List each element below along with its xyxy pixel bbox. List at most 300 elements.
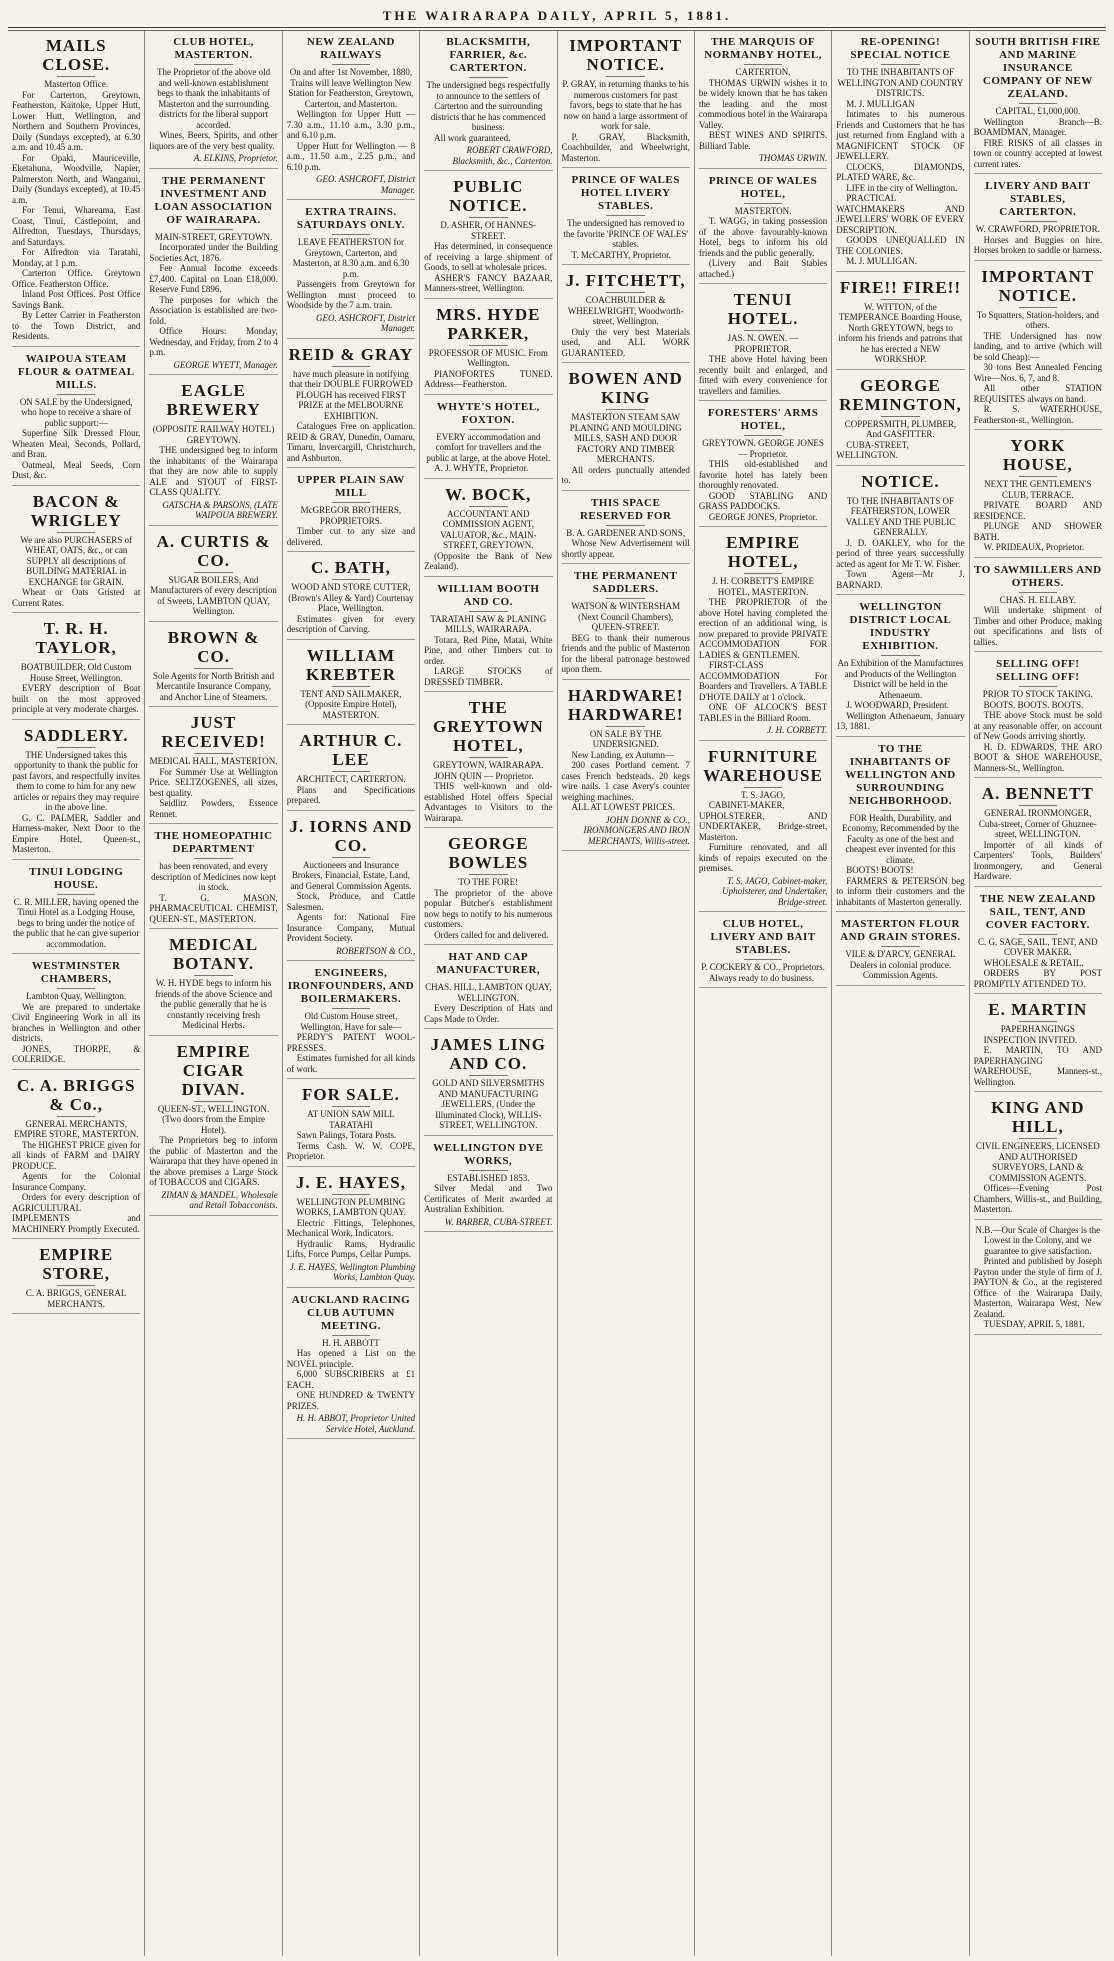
ad-heading: THE PERMANENT INVESTMENT AND LOAN ASSOCIATION OF WAIRARAPA. (154, 174, 273, 226)
divider (1019, 221, 1058, 222)
ad-text-line: Has determined, in consequence of receiving a large shipment of Goods, to sell at wholesale prices. (424, 241, 553, 272)
ad-text-line: Every Description of Hats and Caps Made to Order. (424, 1003, 553, 1024)
ad-text-line: GENERAL MERCHANTS, EMPIRE STORE, MASTERTON. (13, 1118, 139, 1139)
divider (1019, 1138, 1058, 1139)
divider (194, 64, 233, 65)
ad-heading: SOUTH BRITISH FIRE AND MARINE INSURANCE COMPANY OF NEW ZEALAND. (975, 36, 1101, 100)
advertisement (149, 529, 277, 622)
divider (606, 409, 645, 410)
ad-text-line: THIS well-known and old-established Hotel offers Special Advantages to Visitors to the Wairarapa. (424, 781, 553, 823)
ad-text-line: TO THE INHABITANTS OF WELLINGTON AND COUNTRY DISTRICTS. (837, 67, 964, 98)
advertisement (974, 890, 1102, 995)
ad-text-line: Seidlitz Powders, Essence Rennet. (149, 798, 278, 819)
column-5 (558, 31, 695, 1956)
ad-heading: BACON & WRIGLEY (30, 491, 122, 530)
advertisement (424, 1032, 552, 1136)
ad-signature: GATSCHA & PARSONS, (LATE WAIPOUA BREWERY. (162, 499, 278, 520)
ad-heading: HARDWARE! HARDWARE! (567, 685, 684, 724)
ad-text-line: On and after 1st November, 1880, Trains will leave Wellington New Station for Featherston, Greytown, Carterton, and Masterton. (288, 67, 414, 109)
ad-text-line: T. S. JAGO, (741, 789, 786, 800)
divider (57, 747, 96, 748)
ad-text-line: ARCHITECT, CARTERTON. (296, 774, 406, 784)
ad-text-line: CUBA-STREET, WELLINGTON. (836, 439, 909, 460)
advertisement (424, 482, 552, 577)
ad-heading: T. R. H. TAYLOR, (35, 619, 117, 657)
ad-text-line: LEAVE FEATHERSTON for Greytown, Carterton, and Masterton, at 8.30 a.m. and 6.30 p.m. (292, 237, 410, 279)
divider (606, 525, 645, 526)
ad-text-line: Offices—Evening Post Chambers, Willis-st., and Building, Masterton. (973, 1183, 1102, 1214)
advertisement (287, 814, 415, 962)
ad-text-line: MAIN-STREET, GREYTOWN. (154, 231, 273, 242)
advertisement (287, 1291, 415, 1440)
ad-text-line: 30 tons Best Annealed Fencing Wire—Nos. 6, 7, and 8. (973, 362, 1102, 383)
advertisement (836, 373, 964, 466)
ad-text-line: M. J. MULLIGAN (846, 98, 915, 109)
advertisement (149, 710, 277, 824)
advertisement (287, 728, 415, 811)
column-4 (420, 31, 557, 1956)
advertisement (699, 33, 827, 169)
ad-heading: A. CURTIS & CO. (156, 531, 271, 570)
ad-heading: THE MARQUIS OF NORMANBY HOTEL, (704, 36, 822, 61)
ad-heading: W. BOCK, (445, 484, 532, 504)
ad-text-line: J. D. OAKLEY, who for the period of three years successfully acted as agent for Mr T. W. Fisher. (836, 537, 965, 569)
advertisement (836, 469, 964, 596)
ad-text-line: GREYTOWN, WAIRARAPA. (433, 760, 544, 770)
ad-text-line: C. R. MILLER, having opened the Tinui Hotel as a Lodging House, begs to bring under the notice of the public that he can give superior accommodation. (12, 896, 140, 949)
divider (881, 416, 920, 417)
ad-text-line: TARATAHI SAW & PLANING MILLS, WAIRARAPA. (430, 613, 547, 634)
advertisement (974, 655, 1102, 778)
advertisement (562, 366, 690, 491)
ad-text-line: P. COCKERY & CO., Proprietors. (701, 962, 825, 972)
ad-heading: IMPORTANT NOTICE. (981, 266, 1095, 305)
divider (1019, 686, 1058, 687)
advertisement (836, 915, 964, 986)
advertisement (287, 342, 415, 469)
ad-text-line: TUESDAY, APRIL 5, 1881. (983, 1319, 1085, 1329)
ad-signature: J. E. HAYES, Wellington Plumbing Works, Lambton Quay. (289, 1261, 416, 1282)
ad-text-line: Carterton Office. Greytown Office. Featherston Office. (12, 268, 141, 289)
ad-text-line: For Carterton, Greytown, Featherston, Kaitoke, Upper Hutt, Lower Hutt, Wellington, and Northern and Southern Provinces, Daily (Sundays excepted), at 6.30 a.m. and 10.45 a.m. (12, 89, 141, 152)
ad-heading: FURNITURE WAREHOUSE (703, 746, 823, 785)
advertisement (12, 616, 140, 720)
ad-text-line: Orders for every description of AGRICULTURAL IMPLEMENTS and MACHINERY Promptly Executed. (12, 1192, 141, 1234)
ad-text-line: JOHN QUIN — Proprietor. (434, 770, 534, 781)
ad-heading: CLUB HOTEL, MASTERTON. (173, 36, 254, 61)
ad-text-line: Lambton Quay, Wellington. (26, 991, 127, 1001)
divider (1019, 103, 1058, 104)
ad-text-line: have much pleasure in notifying that their DOUBLE FURROWED PLOUGH has received FIRST PRIZE at the MELBOURNE EXHIBITION. (289, 368, 413, 421)
ad-text-line: PRIVATE BOARD AND RESIDENCE. (973, 500, 1102, 521)
advertisement (699, 287, 827, 401)
divider (1019, 592, 1058, 593)
advertisement (699, 172, 827, 285)
ad-text-line: VILE & D'ARCY, GENERAL Dealers in colonial produce. Commission Agents. (845, 949, 956, 980)
ad-signature: H. H. ABBOT, Proprietor United Service Hotel, Auckland. (296, 1413, 416, 1434)
column-1 (8, 31, 145, 1956)
divider (606, 598, 645, 599)
advertisement (974, 1223, 1102, 1335)
ad-heading: MASTERTON FLOUR AND GRAIN STORES. (840, 918, 961, 943)
ad-signature: ZIMAN & MANDEL, Wholesale and Retail Tobacconists. (161, 1189, 278, 1210)
ad-text-line: Oatmeal, Meal Seeds, Corn Dust, &c. (12, 459, 141, 480)
ad-text-line: THE above Stock must be sold at any reasonable offer, on account of New Goods arriving shortly. (973, 710, 1102, 741)
divider (194, 668, 233, 669)
divider (57, 988, 96, 989)
ad-text-line: A. J. WHYTE, Proprietor. (434, 463, 529, 473)
advertisement (424, 831, 552, 945)
ad-text-line: CABINET-MAKER, UPHOLSTERER, AND UNDERTAKER, Bridge-street, Masterton. (698, 800, 828, 842)
ad-heading: RE-OPENING! SPECIAL NOTICE (850, 36, 951, 61)
ad-heading: WESTMINSTER CHAMBERS, (31, 960, 121, 985)
ad-text-line: Masterton Office. (44, 79, 109, 89)
divider (194, 1101, 233, 1102)
ad-text-line: Hydraulic Rams, Hydraulic Lifts, Force Pumps, Cellar Pumps. (286, 1238, 416, 1259)
advertisement (699, 744, 827, 913)
ad-text-line: ASHER'S FANCY BAZAAR, Manners-street, Wellington. (424, 272, 553, 293)
divider (744, 435, 783, 436)
divider (744, 787, 783, 788)
advertisement (974, 997, 1102, 1092)
divider (606, 76, 645, 77)
advertisement (424, 1139, 552, 1233)
ad-heading: TO THE INHABITANTS OF WELLINGTON AND SURROUNDING NEIGHBORHOOD. (845, 742, 956, 807)
ad-text-line: FOR Health, Durability, and Economy, Recommended by the Faculty as one of the best and cheapest ever invented for this climate. (841, 812, 959, 865)
ad-text-line: TENT AND SAILMAKER, (Opposite Empire Hotel), MASTERTON. (300, 688, 402, 720)
divider (881, 64, 920, 65)
advertisement (424, 174, 552, 299)
ad-text-line: LARGE STOCKS of DRESSED TIMBER. (424, 666, 553, 687)
ad-heading: C. A. BRIGGS & Co., (16, 1075, 136, 1114)
ad-text-line: The undersigned has removed to the favorite 'PRINCE OF WALES' stables. (563, 218, 688, 249)
divider (469, 506, 508, 507)
ad-heading: WILLIAM BOOTH AND CO. (437, 582, 540, 608)
ad-heading: PRINCE OF WALES HOTEL LIVERY STABLES. (571, 174, 680, 212)
ad-heading: WELLINGTON DISTRICT LOCAL INDUSTRY EXHIBITION. (849, 601, 952, 652)
divider (469, 979, 508, 980)
ad-signature: JOHN DONNE & CO., IRONMONGERS AND IRON MERCHANTS, Willis-street. (583, 814, 690, 846)
ad-text-line: Town Agent—Mr J. BARNARD. (836, 569, 965, 590)
divider (57, 1285, 96, 1286)
ad-text-line: ACCOUNTANT AND COMMISSION AGENT, VALUATOR, &c., MAIN-STREET, GREYTOWN. (440, 508, 537, 550)
ad-text-line: ONE HUNDRED & TWENTY PRIZES. (286, 1390, 416, 1411)
ad-heading: JUST RECEIVED! (161, 713, 266, 751)
ad-text-line: ORDERS BY POST PROMPTLY ATTENDED TO. (973, 968, 1102, 989)
ad-text-line: R. S. WATERHOUSE, Featherston-st., Wellington. (973, 404, 1102, 425)
ad-heading: AUCKLAND RACING CLUB AUTUMN MEETING. (291, 1293, 411, 1332)
divider (744, 64, 783, 65)
ad-text-line: Fee Annual Income exceeds £7,400. Capital on Loan £18,000. Reserve Fund £896. (149, 263, 278, 294)
ad-text-line: Timber cut to any size and delivered. (286, 526, 416, 547)
ad-text-line: WATSON & WINTERSHAM (Next Council Chambers), QUEEN-STREET. (571, 601, 681, 632)
divider (332, 366, 371, 367)
ad-text-line: WOOD AND STORE CUTTER, (Brown's Alley & Yard) Courtenay Place, Wellington. (288, 582, 414, 613)
ad-text-line: PRIOR TO STOCK TAKING. (982, 689, 1093, 699)
ad-text-line: THE PROPRIETOR of the above Hotel having completed the erection of an additional wing, is now prepared to provide PRIVATE ACCOMMODATION FOR LADIES & GENTLEMEN. (698, 597, 828, 660)
ad-text-line: Sole Agents for North British and Mercantile Insurance Company, and Anchor Line of Steamers. (152, 670, 275, 702)
advertisement (424, 580, 552, 693)
divider (332, 234, 371, 235)
ad-signature: GEO. ASHCROFT, District Manager. (315, 174, 416, 195)
ad-text-line: PAPERHANGINGS (1000, 1024, 1075, 1034)
advertisement (562, 33, 690, 168)
divider (881, 299, 920, 300)
ad-text-line: H. H. ABBOTT (322, 1337, 380, 1348)
divider (332, 771, 371, 772)
ad-text-line: BEG to thank their numerous friends and the public of Masterton for the liberal patronage bestowed upon them. (561, 632, 690, 674)
ad-text-line: LIFE in the city of Wellington. (846, 182, 958, 193)
column-3 (283, 31, 420, 1956)
ad-text-line: GENERAL IRONMONGER, Cuba-street, Corner of Ghuznee-street, WELLINGTON. (978, 808, 1097, 839)
ad-heading: LIVERY AND BAIT STABLES, CARTERTON. (985, 180, 1091, 218)
advertisement (974, 781, 1102, 887)
ad-text-line: Orders called for and delivered. (434, 929, 549, 940)
ad-text-line: BEST WINES AND SPIRITS. Billiard Table. (698, 130, 828, 151)
column-8 (970, 31, 1106, 1956)
ad-text-line: Old Custom House street, Wellington, Have for sale— (300, 1011, 402, 1032)
ad-signature: J. H. CORBETT. (767, 725, 828, 735)
advertisement (12, 33, 140, 347)
ad-text-line: Plans and Specifications prepared. (286, 784, 416, 805)
ad-text-line: Incorporated under the Building Societies Act, 1876. (149, 242, 278, 263)
ad-text-line: Agents for the Colonial Insurance Company. (12, 1171, 141, 1192)
divider (57, 894, 96, 895)
divider (744, 330, 783, 331)
ad-text-line: PIANOFORTES TUNED. Address—Featherston. (424, 368, 553, 389)
ad-text-line: G. C. PALMER, Saddler and Harness-maker, Next Door to the Empire Hotel, Queen-st., Masterton. (12, 812, 141, 854)
ad-heading: C. BATH, (310, 558, 391, 577)
divider (332, 579, 371, 580)
divider (332, 686, 371, 687)
advertisement (287, 555, 415, 640)
ad-text-line: GEORGE JONES, Proprietor. (708, 511, 818, 522)
divider (744, 573, 783, 574)
divider (1019, 307, 1058, 308)
ad-text-line: To Squatters, Station-holders, and others. (976, 309, 1099, 330)
ad-text-line: Totara, Red Pine, Matai, White Pine, and other Timbers cut to order. (424, 634, 553, 666)
ad-signature: ROBERT CRAWFORD, Blacksmith, &c., Carterton. (452, 145, 553, 166)
ad-text-line: T. G. MASON, PHARMACEUTICAL CHEMIST, QUEEN-ST., MASTERTON. (149, 892, 278, 924)
ad-text-line: (OPPOSITE RAILWAY HOTEL) GREYTOWN. (152, 424, 275, 445)
ad-text-line: For Alfredton via Taratahi, Monday, at 1 p.m. (12, 247, 141, 268)
advertisement (149, 378, 277, 526)
ad-heading: HAT AND CAP MANUFACTURER, (436, 951, 541, 976)
ad-text-line: Only the very best Materials used, and ALL WORK GUARANTEED. (561, 326, 690, 358)
ad-text-line: Electric Fittings, Telephones, Mechanical Work, Indicators. (286, 1217, 416, 1238)
ad-heading: MRS. HYDE PARKER, (436, 304, 541, 343)
ad-signature: ROBERTSON & CO., (336, 945, 416, 956)
ad-text-line: CHAS. H. ELLABY. (999, 594, 1076, 605)
ad-heading: MEDICAL BOTANY. (168, 935, 259, 973)
advertisement (699, 915, 827, 988)
ad-text-line: THE Undersigned has now landing, and to arrive (which will be sold Cheap):— (973, 330, 1102, 362)
divider (332, 857, 371, 858)
ad-text-line: SUGAR BOILERS, And Manufacturers of every description of Sweets, LAMBTON QUAY, Wellington. (150, 574, 277, 616)
ad-text-line: Always ready to do business. (708, 972, 815, 983)
ad-text-line: Whose New Advertisement will shortly appear. (561, 538, 690, 559)
advertisement (287, 643, 415, 726)
ad-text-line: ONE OF ALCOCK'S BEST TABLES in the Billiard Room. (698, 702, 828, 723)
ad-text-line: Wellington Branch—B. BOAMDMAN, Manager. (973, 116, 1102, 137)
advertisement (836, 598, 964, 737)
advertisement (974, 1095, 1102, 1220)
divider (606, 215, 645, 216)
ad-heading: IMPORTANT NOTICE. (569, 36, 683, 74)
advertisement (12, 863, 140, 955)
ad-heading: YORK HOUSE, (1002, 436, 1073, 474)
divider (332, 1194, 371, 1195)
ad-heading: GEORGE BOWLES (448, 834, 529, 872)
ad-text-line: T. McCARTHY, Proprietor. (571, 249, 671, 260)
ad-text-line: Office Hours: Monday, Wednesday, and Friday, from 2 to 4 p.m. (149, 326, 278, 357)
advertisement (287, 203, 415, 339)
ad-heading: WELLINGTON DYE WORKS, (433, 1141, 544, 1167)
ad-text-line: B. A. GARDENER AND SONS, (566, 527, 686, 538)
ad-heading: MAILS CLOSE. (42, 36, 111, 74)
ad-text-line: CLOCKS, DIAMONDS, PLATED WARE, &c. (836, 161, 965, 182)
divider (469, 757, 508, 758)
advertisement (287, 471, 415, 552)
advertisement (836, 275, 964, 370)
ad-text-line: Printed and published by Joseph Payton under the style of firm of J. PAYTON & Co., at the registered Office of the Wairarapa Daily, Masterton, Wairarapa West, New Zealand. (973, 1256, 1102, 1319)
advertisement (149, 827, 277, 929)
ad-text-line: Upper Hutt for Wellington — 8 a.m., 11.50 a.m., 2.25 p.m., and 6.10 p.m. (286, 140, 416, 172)
ad-text-line: The Proprietor of the above old and well-known establishment begs to thank the inhabitants of Masterton and the surrounding districts for the liberal support accorded. (156, 67, 271, 130)
ad-text-line: W. CRAWFORD, PROPRIETOR. (975, 224, 1100, 234)
divider (332, 1106, 371, 1107)
ad-text-line: CAPITAL, £1,000,000. (995, 106, 1081, 116)
advertisement (12, 1242, 140, 1314)
advertisement (424, 33, 552, 171)
ad-text-line: THE above Hotel having been recently built and enlarged, and fitted with every convenience for travellers and families. (698, 354, 828, 396)
ad-text-line: H. D. EDWARDS, THE ARO BOOT & SHOE WAREHOUSE, Manners-St., Wellington. (973, 741, 1102, 773)
ad-text-line: Importer of all kinds of Carpenters' Tools, Builders' Ironmongery, and General Hardware. (973, 839, 1102, 881)
ad-text-line: All other STATION REQUISITES always on hand. (973, 383, 1102, 404)
ad-heading: WILLIAM KREBTER (305, 645, 396, 684)
ad-text-line: For Tenui, Whareama, East Coast, Tinui, Castlepoint, and Alfredton, Tuesdays, Thursdays, and Saturdays. (12, 205, 141, 247)
ad-text-line: For Summer Use at Wellington Price. SELTZOGENES, all sizes, best quality. (149, 766, 278, 798)
ad-heading: TINUI LODGING HOUSE. (29, 865, 124, 891)
ad-text-line: We are prepared to undertake Civil Engineering Work in all its branches in Wellington and other districts. (12, 1001, 141, 1043)
ad-text-line: Estimates furnished for all kinds of work. (286, 1053, 416, 1074)
column-6 (695, 31, 832, 1956)
ad-text-line: M. J. MULLIGAN. (846, 256, 917, 266)
ad-text-line: C. G. SAGE, SAIL, TENT, AND COVER MAKER. (977, 936, 1098, 957)
ad-text-line: ESTABLISHED 1853. (447, 1172, 530, 1183)
ad-text-line: An Exhibition of the Manufactures and Products of the Wellington District will be held in the Athenaeum. (837, 658, 964, 700)
advertisement (974, 433, 1102, 558)
ad-heading: NEW ZEALAND RAILWAYS (306, 36, 395, 61)
divider (332, 1008, 371, 1009)
advertisement (12, 957, 140, 1070)
ad-text-line: P. GRAY, in returning thanks to his numerous customers for past favors, begs to state that he has now on hand a large assortment of work for sale. (562, 79, 689, 131)
ad-heading: J. FITCHETT, (565, 271, 686, 290)
ad-text-line: D. ASHER, Of HANNES-STREET. (440, 220, 537, 241)
ad-text-line: 6,000 SUBSCRIBERS at £1 EACH. (286, 1369, 416, 1390)
ad-text-line: NEXT THE GENTLEMEN'S CLUB, TERRACE. (984, 479, 1092, 500)
ad-heading: BROWN & CO. (167, 627, 260, 666)
ad-heading: THE HOMEOPATHIC DEPARTMENT (154, 830, 273, 855)
ad-text-line: T. WAGG, in taking possession of the above favourably-known Hotel, begs to inform his old friends and the public generally. (698, 216, 828, 258)
ad-signature: T. S. JAGO, Cabinet-maker, Upholsterer, and Undertaker, Bridge-street. (722, 875, 828, 907)
divider (194, 572, 233, 573)
ad-text-line: (Livery and Bait Stables attached.) (698, 258, 828, 279)
ad-text-line: QUEEN-ST., WELLINGTON. (Two doors from the Empire Hotel). (157, 1103, 270, 1135)
divider (194, 229, 233, 230)
advertisement (699, 530, 827, 741)
ad-text-line: We are also PURCHASERS of WHEAT, OATS, &c., or can SUPPLY all descriptions of BUILDING MATERIAL in EXCHANGE for GRAIN. (20, 534, 133, 587)
ad-text-line: TO THE FORE! (458, 877, 519, 887)
ad-text-line: Furniture renovated, and all kinds of repairs executed on the premises. (698, 842, 828, 873)
ad-text-line: Wheat or Oats Gristed at Current Rates. (12, 587, 141, 608)
ad-text-line: PRACTICAL WATCHMAKERS AND JEWELLERS' WORK OF EVERY DESCRIPTION. (836, 193, 965, 235)
ad-text-line: GOLD AND SILVERSMITHS AND MANUFACTURING JEWELLERS, (Under the Illuminated Clock), WILLIS-STREET, WELLINGTON. (432, 1078, 545, 1130)
divider (194, 421, 233, 422)
advertisement (562, 567, 690, 680)
advertisement (699, 404, 827, 527)
ad-heading: SELLING OFF! SELLING OFF! (996, 658, 1080, 683)
ad-text-line: All orders punctually attended to. (561, 464, 690, 485)
ad-text-line: New Landing, ex Autumn— (571, 749, 674, 760)
ad-text-line: PROFESSOR OF MUSIC. From Wellington. (428, 347, 548, 368)
ad-heading: PRINCE OF WALES HOTEL, (708, 174, 818, 200)
ad-heading: WAIPOUA STEAM FLOUR & OATMEAL MILLS. (17, 352, 135, 391)
column-2 (145, 31, 282, 1956)
ad-heading: KING AND HILL, (991, 1098, 1085, 1136)
ad-text-line: JAS. N. OWEN. — PROPRIETOR. (727, 333, 799, 354)
ad-text-line: For Opaki, Mauriceville, Eketahuna, Woodville, Napier, Palmerston North, and Wanganui, Daily (Sundays excepted), at 10.45 a.m. (12, 152, 141, 205)
ad-text-line: has been renovated, and every description of Medicines now kept in stock. (151, 861, 277, 892)
ad-text-line: FIRE RISKS of all classes in town or country accepted at lowest current rates. (973, 137, 1102, 169)
divider (469, 1075, 508, 1076)
ad-text-line: MEDICAL HALL, MASTERTON. (149, 756, 278, 766)
ad-text-line: ON SALE BY THE UNDERSIGNED. (589, 728, 662, 749)
ad-text-line: GREYTOWN. GEORGE JONES — Proprietor. (702, 438, 824, 459)
ad-text-line: Wellington Athenaeum, January 13, 1881. (836, 710, 965, 731)
ad-heading: EXTRA TRAINS. SATURDAYS ONLY. (296, 206, 406, 231)
ad-text-line: MASTERTON. (734, 205, 792, 216)
ad-text-line: COPPERSMITH, PLUMBER, And GASFITTER. (844, 418, 957, 439)
ad-text-line: GOODS UNEQUALLED IN THE COLONIES. (836, 235, 965, 256)
ad-heading: FIRE!! FIRE!! (839, 277, 961, 297)
ad-text-line: THOMAS URWIN wishes it to be widely known that he has taken the leading and the most commodious hotel in the Wairarapa Valley. (698, 77, 828, 130)
ad-text-line: Inland Post Offices. Post Office Savings Bank. (12, 289, 141, 310)
ad-heading: JAMES LING AND CO. (430, 1035, 546, 1073)
divider (469, 874, 508, 875)
ad-text-line: N.B.—Our Scale of Charges is the Lowest in the Colony, and we guarantee to give satisfaction. (975, 1224, 1101, 1256)
ad-text-line: WELLINGTON PLUMBING WORKS, LAMBTON QUAY. (296, 1196, 406, 1217)
divider (57, 1116, 96, 1117)
ad-heading: BLACKSMITH, FARRIER, &c. CARTERTON. (446, 36, 531, 74)
advertisement (424, 948, 552, 1029)
advertisement (149, 33, 277, 169)
divider (469, 345, 508, 346)
divider (606, 726, 645, 727)
divider (57, 659, 96, 660)
ad-heading: E. MARTIN (988, 1000, 1088, 1019)
divider (881, 946, 920, 947)
ad-heading: PUBLIC NOTICE. (449, 177, 528, 215)
ad-text-line: Stock, Produce, and Cattle Salesmen. (286, 891, 416, 912)
advertisement (562, 171, 690, 265)
ad-text-line: CARTERTON. (735, 67, 791, 77)
advertisement (287, 1082, 415, 1167)
ad-text-line: Sawn Palings, Totara Posts. (296, 1130, 397, 1140)
divider (57, 532, 96, 533)
advertisement (149, 172, 277, 376)
ad-heading: TO SAWMILLERS AND OTHERS. (974, 563, 1102, 589)
